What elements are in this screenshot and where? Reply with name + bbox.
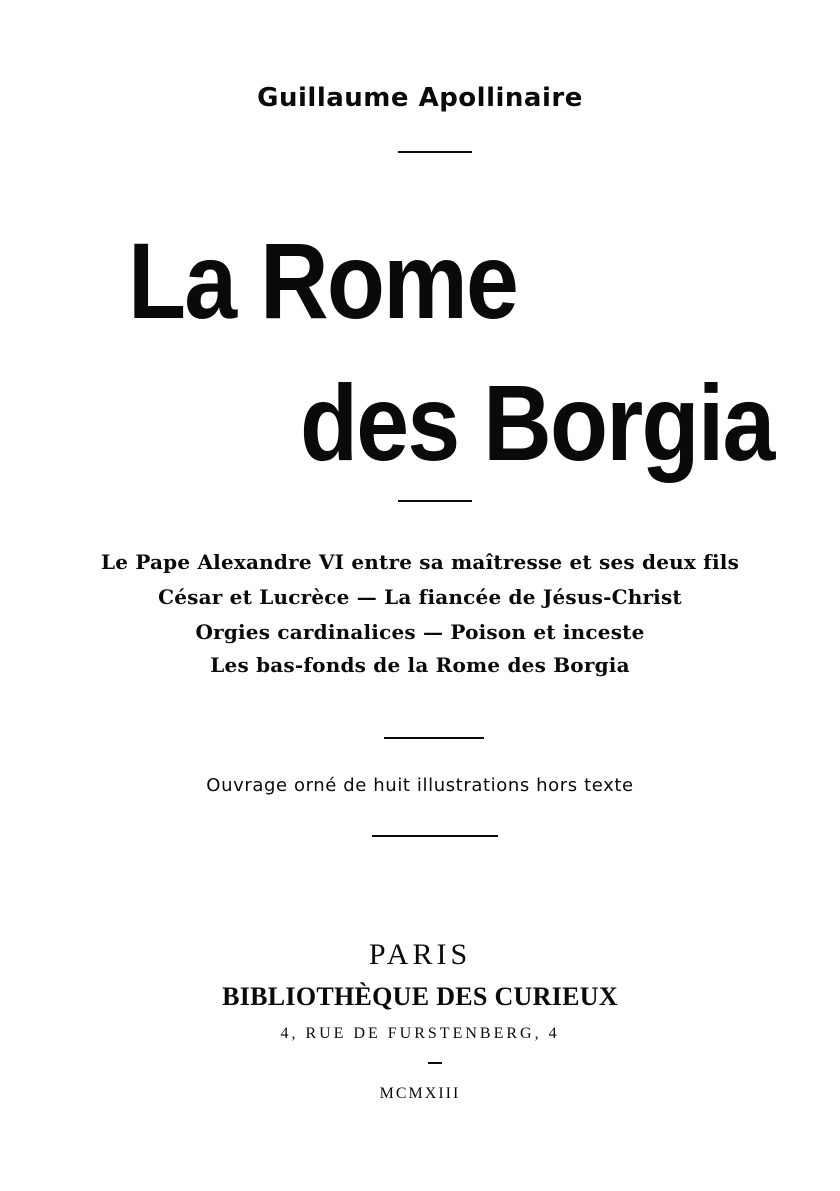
subtitle-line-2: César et Lucrèce — La fiancée de Jésus-Christ xyxy=(158,585,682,609)
book-title-line-2: des Borgia xyxy=(300,362,774,483)
divider-rule-2 xyxy=(398,500,472,502)
imprint-city: PARIS xyxy=(368,938,472,971)
divider-rule-1 xyxy=(398,151,472,153)
illustrations-note: Ouvrage orné de huit illustrations hors texte xyxy=(206,775,634,796)
divider-rule-3 xyxy=(384,737,484,739)
subtitle-line-4: Les bas-fonds de la Rome des Borgia xyxy=(210,653,630,677)
subtitle-line-3: Orgies cardinalices — Poison et inceste xyxy=(195,620,645,644)
author-name: Guillaume Apollinaire xyxy=(257,83,583,113)
imprint-publisher: BIBLIOTHÈQUE DES CURIEUX xyxy=(222,982,618,1011)
divider-rule-5 xyxy=(428,1062,442,1064)
imprint-year: MCMXIII xyxy=(379,1085,461,1102)
subtitle-line-1: Le Pape Alexandre VI entre sa maîtresse et ses deux fils xyxy=(100,550,740,574)
book-title-line-1: La Rome xyxy=(128,220,518,341)
divider-rule-4 xyxy=(372,835,498,837)
imprint-address: 4, RUE DE FURSTENBERG, 4 xyxy=(280,1025,560,1042)
